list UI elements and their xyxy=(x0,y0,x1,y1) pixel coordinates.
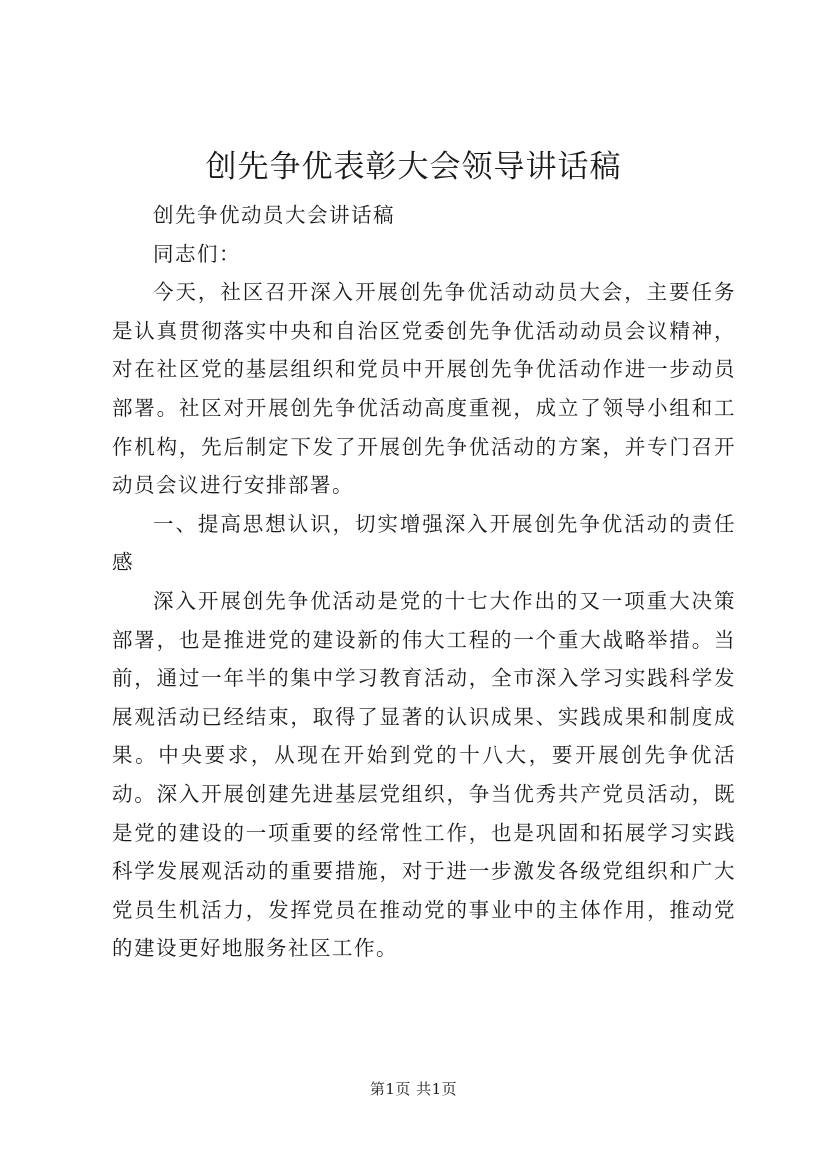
page-footer: 第1页 共1页 xyxy=(369,1080,458,1098)
intro-paragraph: 今天，社区召开深入开展创先争优活动动员大会，主要任务是认真贯彻落实中央和自治区党委创先争优活动动员会议精神，对在社区党的基层组织和党员中开展创先争优活动作进一步动员部署。社区对开展创先争优活动高度重视，成立了领导小组和工作机构，先后制定下发了开展创先争优活动的方案，并专门召开动员会议进行安排部署。 xyxy=(112,280,736,498)
subtitle-paragraph: 创先争优动员大会讲话稿 xyxy=(153,203,395,227)
section-heading: 一、提高思想认识，切实增强深入开展创先争优活动的责任感 xyxy=(112,511,736,575)
body-paragraph: 深入开展创先争优活动是党的十七大作出的又一项重大决策部署，也是推进党的建设新的伟大工程的一个重大战略举措。当前，通过一年半的集中学习教育活动，全市深入学习实践科学发展观活动已经结束，取得了显著的认识成果、实践成果和制度成果。中央要求，从现在开始到党的十八大，要开展创先争优活动。深入开展创建先进基层党组织，争当优秀共产党员活动，既是党的建设的一项重要的经常性工作，也是巩固和拓展学习实践科学发展观活动的重要措施，对于进一步激发各级党组织和广大党员生机活力，发挥党员在推动党的事业中的主体作用，推动党的建设更好地服务社区工作。 xyxy=(112,588,736,961)
salutation-paragraph: 同志们： xyxy=(153,241,241,266)
document-body xyxy=(112,196,736,968)
document-title: 创先争优表彰大会领导讲话稿 xyxy=(205,149,622,185)
